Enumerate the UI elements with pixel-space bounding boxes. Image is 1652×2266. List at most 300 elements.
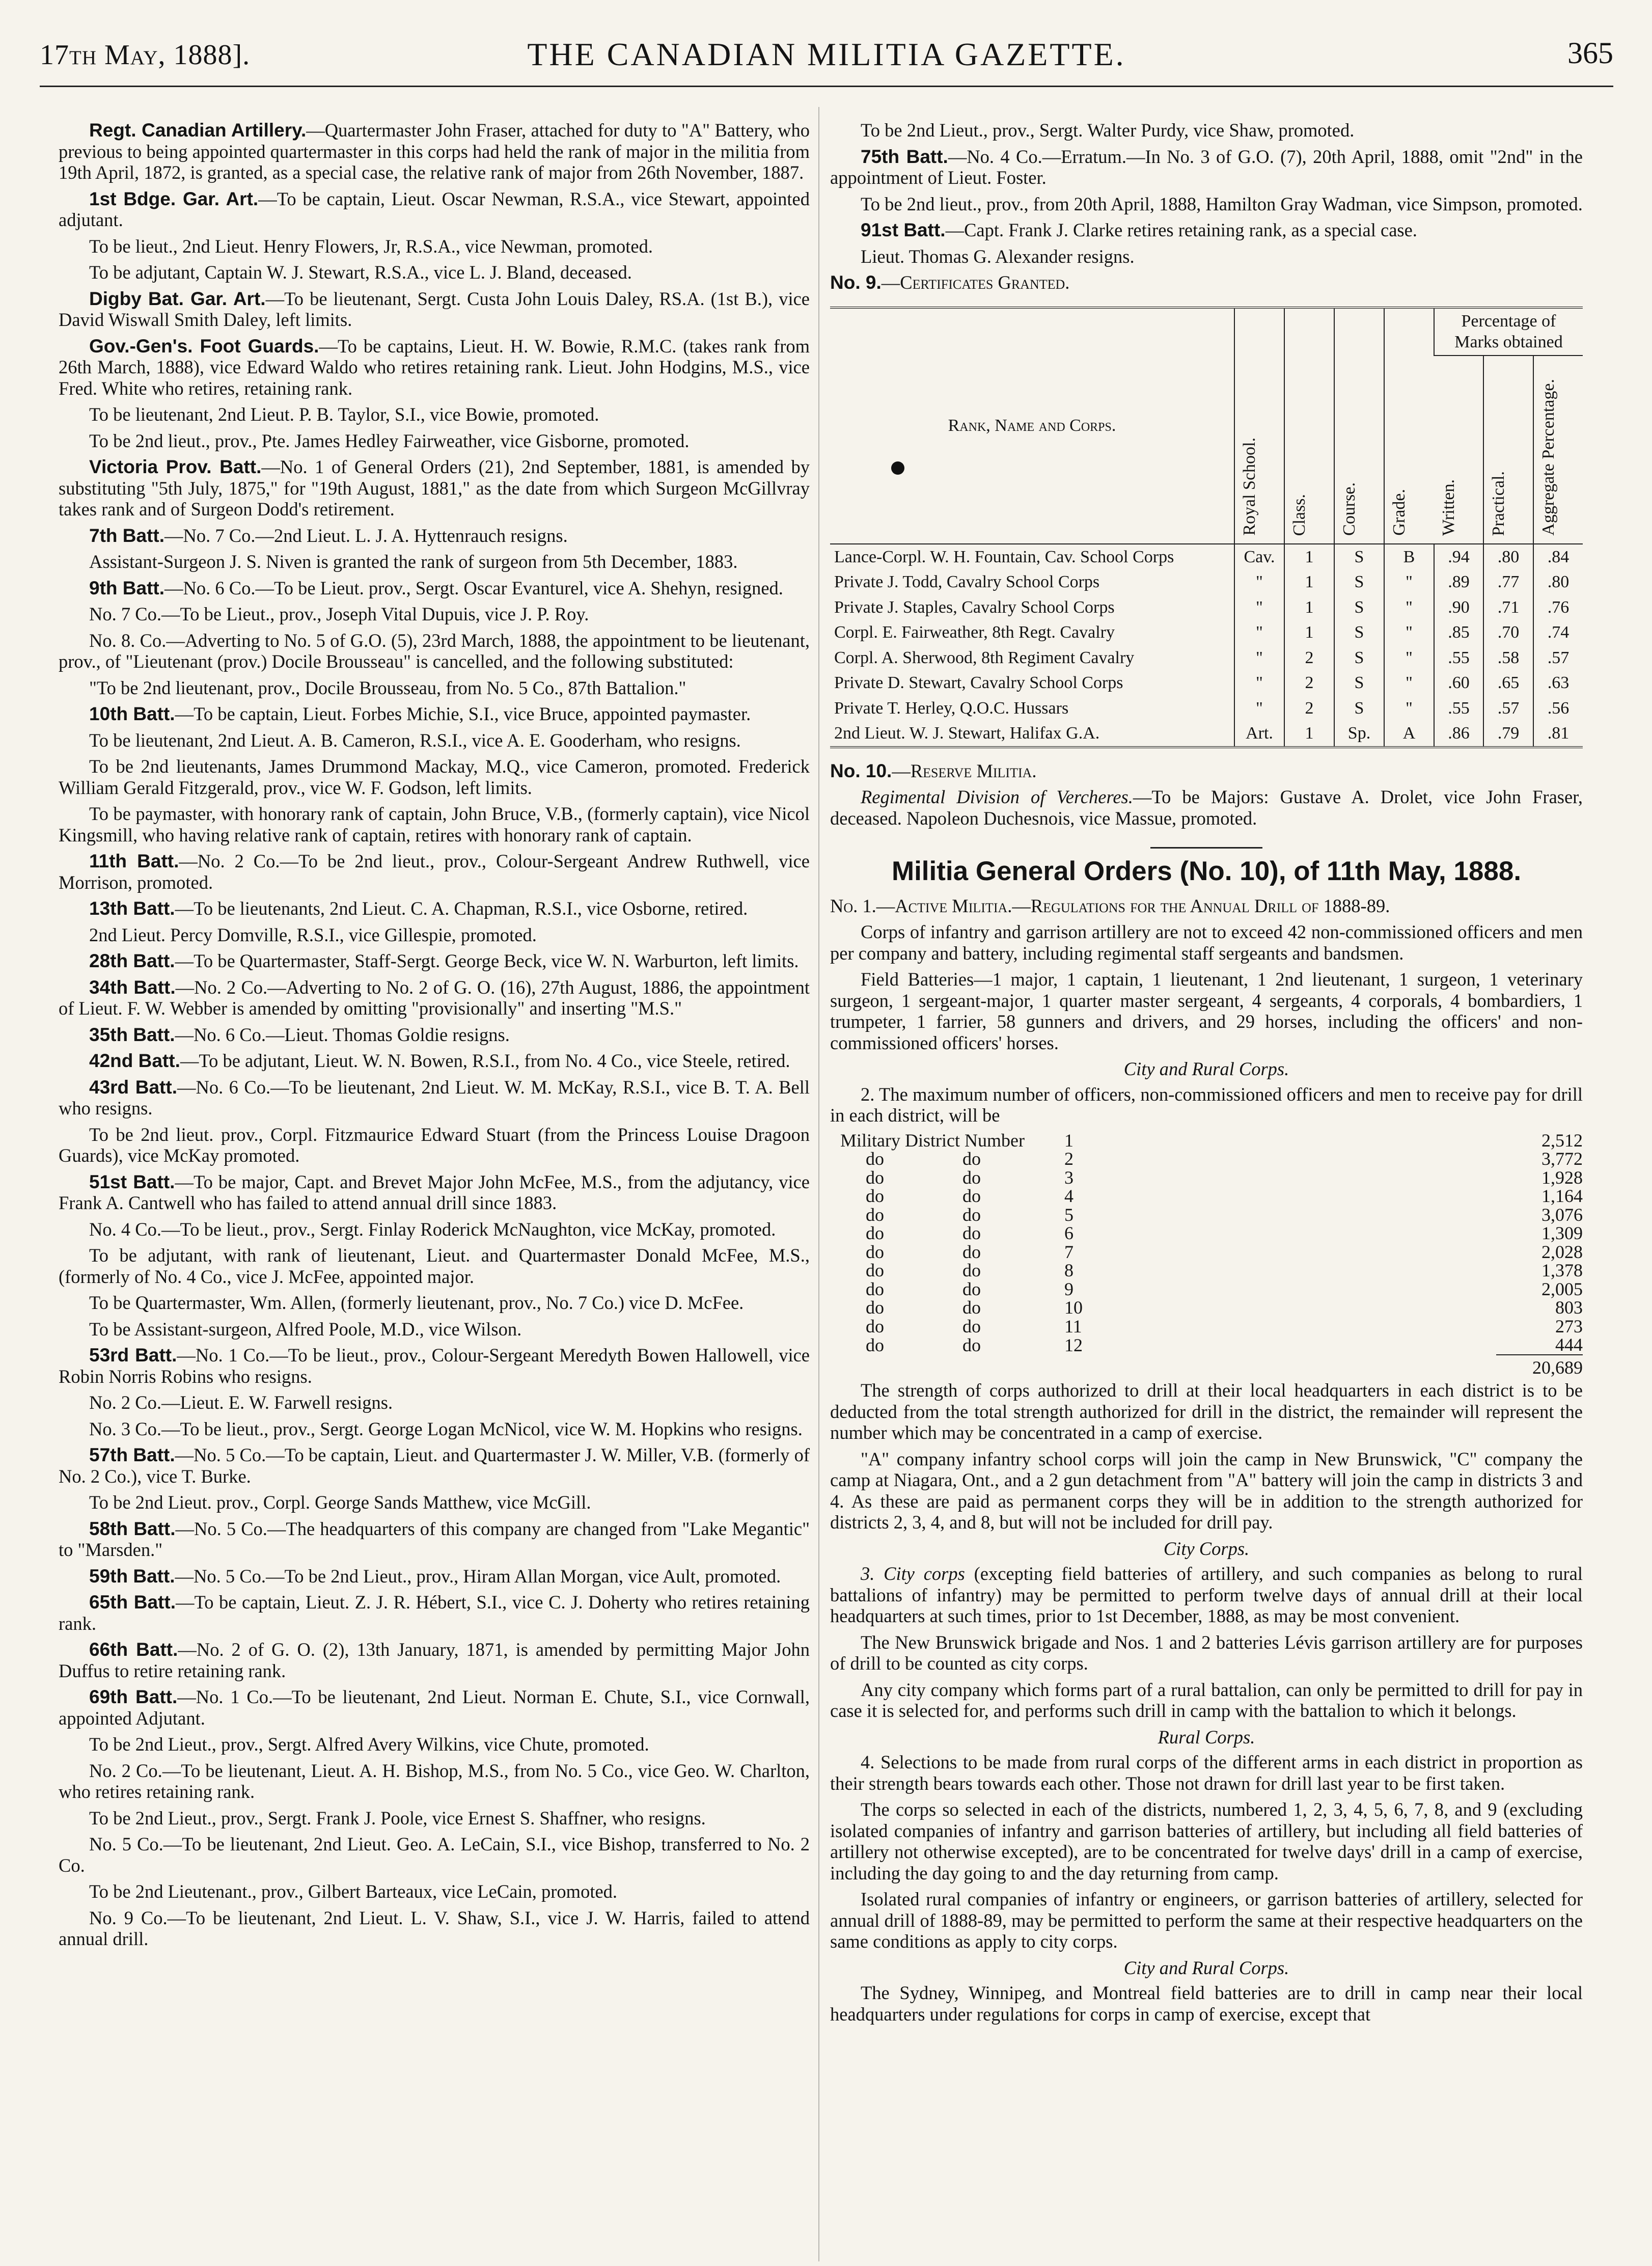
cell-school: " — [1234, 645, 1284, 671]
col-aggregate: Aggregate Percentage. — [1533, 356, 1583, 544]
ditto-mark: do — [962, 1167, 981, 1188]
cell-course: Sp. — [1334, 721, 1384, 747]
col-course: Course. — [1334, 308, 1384, 544]
entry-text: —No. 1 Co.—To be lieutenant, 2nd Lieut. Norman E. Chute, S.I., vice Cornwall, appointed Adjutant. — [59, 1686, 810, 1729]
right-column-appointments — [830, 120, 1583, 267]
entry-text: To be lieutenant, 2nd Lieut. P. B. Taylor, S.I., vice Bowie, promoted. — [89, 404, 599, 425]
cell-practical: .70 — [1483, 620, 1533, 645]
unit-name: 43rd Batt. — [89, 1076, 177, 1098]
order-entry — [59, 851, 810, 893]
ditto-mark: do — [962, 1149, 981, 1169]
cell-aggregate: .81 — [1533, 721, 1583, 747]
entry-text: Assistant-Surgeon J. S. Niven is granted the rank of surgeon from 5th December, 1883. — [89, 551, 738, 572]
unit-name: 7th Batt. — [89, 525, 164, 546]
entry-text: No. 3 Co.—To be lieut., prov., Sergt. George Logan McNicol, vice W. M. Hopkins who resigns. — [89, 1418, 803, 1439]
ditto-mark: do — [866, 1278, 884, 1299]
entry-text: To be adjutant, with rank of lieutenant, Lieut. and Quartermaster Donald McFee, M.S., (formerly of No. 4 Co., vice J. McFee, appointed major. — [59, 1245, 810, 1287]
cell-grade: " — [1384, 645, 1434, 671]
entry-text: To be lieutenant, 2nd Lieut. A. B. Cameron, R.S.I., vice A. E. Gooderham, who resigns. — [89, 729, 741, 751]
ditto-mark: do — [866, 1297, 884, 1318]
cell-aggregate: .63 — [1533, 670, 1583, 696]
cell-aggregate: .74 — [1533, 620, 1583, 645]
cell-grade: " — [1384, 670, 1434, 696]
cell-course: S — [1334, 670, 1384, 696]
order-entry — [59, 977, 810, 1019]
unit-name: 91st Batt. — [861, 220, 946, 240]
cell-practical: .79 — [1483, 721, 1533, 747]
entry-text: —No. 5 Co.—The headquarters of this company are changed from "Lake Megantic" to "Marsden." — [59, 1518, 810, 1560]
col-rank-name-corps: Rank, Name and Corps. — [830, 308, 1234, 544]
entry-text: To be adjutant, Captain W. J. Stewart, R.S.A., vice L. J. Bland, deceased. — [89, 262, 632, 283]
order-entry — [59, 188, 810, 231]
left-column — [59, 120, 810, 1955]
district-number: 12 — [1064, 1334, 1083, 1355]
ink-dot — [891, 461, 904, 475]
district-strength: 1,378 — [1541, 1260, 1583, 1280]
col-percentage-group: Percentage of Marks obtained — [1434, 308, 1583, 356]
order-entry — [59, 430, 810, 452]
entry-text: —No. 6 Co.—To be lieutenant, 2nd Lieut. W. M. McKay, R.S.I., vice B. T. A. Bell who resigns. — [59, 1076, 810, 1118]
district-row — [830, 1298, 1583, 1317]
order-entry — [830, 220, 1583, 241]
district-number: 7 — [1064, 1241, 1073, 1262]
orders-paragraph: Corps of infantry and garrison artillery are not to exceed 42 non-commissioned officers and men per company and battery, including regimental staff sergeants and bandsmen. — [830, 921, 1583, 964]
entry-text: —Quartermaster John Fraser, attached for duty to "A" Battery, who previous to being appointed quartermaster in this corps had held the rank of major in the militia from 19th April, 1872, is granted, as a special case, the relative rank of major from 26th November, 1887. — [59, 120, 810, 183]
cell-course: S — [1334, 544, 1384, 570]
ditto-mark: do — [962, 1223, 981, 1243]
order-entry — [59, 1171, 810, 1214]
district-number: 6 — [1064, 1223, 1073, 1243]
certificate-row — [830, 595, 1583, 620]
cell-course: S — [1334, 696, 1384, 721]
cell-grade: " — [1384, 620, 1434, 645]
orders-paragraph: 2. The maximum number of officers, non-commissioned officers and men to receive pay for drill in each district, will be — [830, 1083, 1583, 1126]
cell-school: " — [1234, 696, 1284, 721]
orders-paragraph: 3. City corps (excepting field batteries of artillery, and such companies as belong to rural battalions of infantry) may be permitted to perform twelve days of annual drill at their local headquarters at such times, prior to 1st December, 1888, as may be most convenient. — [830, 1563, 1583, 1626]
district-table — [830, 1131, 1583, 1377]
cell-class: 2 — [1284, 645, 1334, 671]
entry-text: —To be major, Capt. and Brevet Major John McFee, M.S., from the adjutancy, vice Frank A. Cantwell who has failed to attend annual drill since 1883. — [59, 1171, 810, 1213]
order-entry — [59, 730, 810, 751]
district-number: 9 — [1064, 1278, 1073, 1299]
district-number: 2 — [1064, 1149, 1073, 1169]
entry-text: To be 2nd Lieut., prov., Sergt. Walter Purdy, vice Shaw, promoted. — [861, 120, 1355, 141]
district-row — [830, 1335, 1583, 1355]
district-total: 20,689 — [1496, 1355, 1583, 1377]
orders-paragraph: Field Batteries—1 major, 1 captain, 1 lieutenant, 1 2nd lieutenant, 1 surgeon, 1 veterinary surgeon, 1 sergeant-major, 1 quarter master sergeant, 4 sergeants, 4 corporals, 4 bombardiers, 1 trumpeter, 1 farrier, 58 gunners and drivers, and 29 horses, including the officers' and non-commissioned officers' horses. — [830, 969, 1583, 1053]
district-row — [830, 1187, 1583, 1206]
entry-text: —To be lieutenants, 2nd Lieut. C. A. Chapman, R.S.I., vice Osborne, retired. — [175, 898, 748, 919]
cell-name: Corpl. E. Fairweather, 8th Regt. Cavalry — [834, 623, 1115, 642]
order-entry — [59, 703, 810, 725]
district-number: 5 — [1064, 1204, 1073, 1225]
entry-text: To be 2nd lieut., prov., Pte. James Hedley Fairweather, vice Gisborne, promoted. — [89, 430, 690, 451]
cell-aggregate: .80 — [1533, 569, 1583, 595]
cell-school: " — [1234, 595, 1284, 620]
order-entry — [59, 336, 810, 399]
unit-name: 10th Batt. — [89, 703, 175, 724]
entry-text: To be lieut., 2nd Lieut. Henry Flowers, Jr, R.S.A., vice Newman, promoted. — [89, 235, 653, 257]
cell-written: .55 — [1434, 645, 1483, 671]
district-row — [830, 1224, 1583, 1243]
cell-written: .55 — [1434, 696, 1483, 721]
entry-text: —No. 1 of General Orders (21), 2nd September, 1881, is amended by substituting "5th July, 1875," for "19th August, 1881," as the date from which Surgeon McGillvray takes rank and of Surgeon Dodd's retirement. — [59, 456, 810, 520]
order-entry — [59, 1907, 810, 1950]
unit-name: 34th Batt. — [89, 976, 176, 998]
district-strength: 444 — [1555, 1334, 1583, 1355]
cell-name: Corpl. A. Sherwood, 8th Regiment Cavalry — [834, 648, 1135, 667]
ditto-mark: do — [866, 1334, 884, 1355]
unit-name: Regt. Canadian Artillery. — [89, 120, 307, 141]
entry-text: —No. 6 Co.—To be Lieut. prov., Sergt. Oscar Evanturel, vice A. Shehyn, resigned. — [164, 577, 783, 598]
ditto-mark: do — [866, 1204, 884, 1225]
entry-text: —To be captain, Lieut. Z. J. R. Hébert, S.I., vice C. J. Doherty who retires retaining rank. — [59, 1592, 810, 1634]
district-number: 11 — [1064, 1316, 1082, 1336]
order-entry — [830, 146, 1583, 188]
entry-text: —No. 5 Co.—To be 2nd Lieut., prov., Hiram Allan Morgan, vice Ault, promoted. — [175, 1565, 781, 1587]
cell-course: S — [1334, 569, 1384, 595]
order-entry — [59, 677, 810, 699]
district-strength: 803 — [1555, 1297, 1583, 1318]
cell-school: " — [1234, 620, 1284, 645]
right-column — [830, 120, 1583, 2030]
ditto-mark: do — [866, 1260, 884, 1280]
entry-text: No. 2 Co.—Lieut. E. W. Farwell resigns. — [89, 1392, 393, 1413]
order-entry — [59, 1808, 810, 1829]
orders-paragraph: The corps so selected in each of the districts, numbered 1, 2, 3, 4, 5, 6, 7, 8, and 9 (excluding isolated companies of infantry and garrison batteries of artillery, but including all field batteries of artillery not otherwise excepted), are to be concentrated for twelve days' drill in a camp of exercise, including the day going to and the day returning from camp. — [830, 1799, 1583, 1883]
entry-text: No. 5 Co.—To be lieutenant, 2nd Lieut. Geo. A. LeCain, S.I., vice Bishop, transferred to No. 2 Co. — [59, 1834, 810, 1876]
orders-title: Militia General Orders (No. 10), of 11th May, 1888. — [891, 856, 1522, 886]
ditto-mark: do — [866, 1186, 884, 1206]
ditto-mark: do — [962, 1278, 981, 1299]
district-strength: 1,164 — [1541, 1186, 1583, 1206]
order-entry — [59, 262, 810, 283]
cell-written: .60 — [1434, 670, 1483, 696]
cell-class: 1 — [1284, 544, 1334, 570]
entry-text: To be 2nd lieutenants, James Drummond Mackay, M.Q., vice Cameron, promoted. Frederick William Gerald Fitzgerald, prov., vice W. F. Godson, left limits. — [59, 756, 810, 798]
entry-text: —Capt. Frank J. Clarke retires retaining rank, as a special case. — [945, 220, 1417, 240]
entry-text: To be 2nd lieut. prov., Corpl. Fitzmaurice Edward Stuart (from the Princess Louise Dragoon Guards), vice McKay promoted. — [59, 1124, 810, 1166]
ditto-mark: do — [962, 1316, 981, 1336]
entry-text: To be paymaster, with honorary rank of captain, John Bruce, V.B., (formerly captain), vice Nicol Kingsmill, who having relative rank of captain, retires with honorary rank of captain. — [59, 803, 810, 845]
cell-class: 1 — [1284, 569, 1334, 595]
unit-name: 58th Batt. — [89, 1518, 176, 1539]
order-entry — [59, 1418, 810, 1440]
order-entry — [59, 404, 810, 425]
district-row — [830, 1243, 1583, 1262]
order-entry — [59, 1319, 810, 1340]
unit-name: 53rd Batt. — [89, 1345, 177, 1366]
cell-written: .85 — [1434, 620, 1483, 645]
col-royal-school: Royal School. — [1234, 308, 1284, 544]
cell-name: 2nd Lieut. W. J. Stewart, Halifax G.A. — [834, 724, 1100, 743]
order-entry — [59, 1345, 810, 1387]
unit-name: 13th Batt. — [89, 898, 175, 919]
district-number: 10 — [1064, 1297, 1083, 1318]
gazette-title: THE CANADIAN MILITIA GAZETTE. — [527, 36, 1126, 72]
order-entry — [830, 120, 1583, 141]
entry-text: —To be lieutenant, Sergt. Custa John Louis Daley, RS.A. (1st B.), vice David Wiswall Smith Daley, left limits. — [59, 288, 810, 330]
section-rule — [1150, 847, 1262, 849]
cell-grade: A — [1384, 721, 1434, 747]
order-entry — [59, 1760, 810, 1803]
order-entry — [59, 288, 810, 331]
entry-text: To be Quartermaster, Wm. Allen, (formerly lieutenant, prov., No. 7 Co.) vice D. McFee. — [89, 1292, 744, 1313]
order-entry — [59, 1392, 810, 1413]
orders-heading: No. 1.—Active Militia.—Regulations for the Annual Drill of 1888-89. — [830, 895, 1390, 916]
order-entry — [59, 1050, 810, 1072]
cell-name: Private J. Staples, Cavalry School Corps — [834, 597, 1115, 617]
order-entry — [59, 950, 810, 972]
certificate-row — [830, 569, 1583, 595]
cell-school: Cav. — [1234, 544, 1284, 570]
order-entry — [59, 1077, 810, 1119]
cell-class: 1 — [1284, 721, 1334, 747]
district-strength: 2,005 — [1541, 1278, 1583, 1299]
issue-date: 17th May, 1888]. — [40, 39, 251, 71]
ditto-mark: do — [962, 1297, 981, 1318]
unit-name: 59th Batt. — [89, 1565, 175, 1587]
cell-grade: " — [1384, 696, 1434, 721]
district-row — [830, 1150, 1583, 1168]
entry-text: To be 2nd Lieut., prov., Sergt. Frank J. Poole, vice Ernest S. Shaffner, who resigns. — [89, 1807, 706, 1828]
district-strength: 1,928 — [1541, 1167, 1583, 1188]
cell-practical: .71 — [1483, 595, 1533, 620]
cell-school: " — [1234, 569, 1284, 595]
unit-name: Victoria Prov. Batt. — [89, 456, 262, 477]
cell-practical: .80 — [1483, 544, 1533, 570]
ditto-mark: do — [866, 1241, 884, 1262]
unit-name: 9th Batt. — [89, 577, 164, 598]
entry-text: —To be adjutant, Lieut. W. N. Bowen, R.S.I., from No. 4 Co., vice Steele, retired. — [180, 1050, 790, 1071]
entry-text: —No. 1 Co.—To be lieut., prov., Colour-Sergeant Meredyth Bowen Hallowell, vice Robin Norris Robins who resigns. — [59, 1345, 810, 1387]
district-row — [830, 1131, 1583, 1150]
order-entry — [830, 246, 1583, 267]
order-entry — [59, 456, 810, 520]
order-entry — [59, 630, 810, 672]
ditto-mark: do — [962, 1334, 981, 1355]
district-strength: 2,028 — [1541, 1241, 1583, 1262]
cell-aggregate: .84 — [1533, 544, 1583, 570]
cell-school: Art. — [1234, 721, 1284, 747]
district-strength: 2,512 — [1541, 1130, 1583, 1151]
entry-text: No. 2 Co.—To be lieutenant, Lieut. A. H. Bishop, M.S., from No. 5 Co., vice Geo. W. Charlton, who retires retaining rank. — [59, 1760, 810, 1802]
cell-course: S — [1334, 645, 1384, 671]
entry-text: "To be 2nd lieutenant, prov., Docile Brousseau, from No. 5 Co., 87th Battalion." — [89, 677, 686, 698]
entry-text: —No. 2 Co.—To be 2nd lieut., prov., Colour-Sergeant Andrew Ruthwell, vice Morrison, promoted. — [59, 851, 810, 893]
ditto-mark: do — [962, 1241, 981, 1262]
district-total-row — [830, 1355, 1583, 1377]
orders-paragraph: Isolated rural companies of infantry or engineers, or garrison batteries of artillery, selected for annual drill of 1888-89, may be permitted to perform the same at their respective headquarters on the same conditions as apply to city corps. — [830, 1889, 1583, 1952]
cell-practical: .77 — [1483, 569, 1533, 595]
unit-name: 51st Batt. — [89, 1171, 175, 1192]
entry-text: To be 2nd Lieut. prov., Corpl. George Sands Matthew, vice McGill. — [89, 1492, 591, 1513]
cell-school: " — [1234, 670, 1284, 696]
entry-text: —No. 2 of G. O. (2), 13th January, 1871, is amended by permitting Major John Duffus to retire retaining rank. — [59, 1639, 810, 1681]
unit-name: 65th Batt. — [89, 1592, 176, 1613]
entry-text: —To be captain, Lieut. Forbes Michie, S.I., vice Bruce, appointed paymaster. — [175, 703, 751, 724]
order-entry — [59, 1592, 810, 1634]
cell-course: S — [1334, 595, 1384, 620]
unit-name: 28th Batt. — [89, 950, 175, 971]
order-entry — [59, 1518, 810, 1561]
entry-text: No. 8. Co.—Adverting to No. 5 of G.O. (5), 23rd March, 1888, the appointment to be lieutenant, prov., of "Lieutenant (prov.) Docile Brousseau" is cancelled, and the following substituted: — [59, 630, 810, 672]
entry-text: No. 7 Co.—To be Lieut., prov., Joseph Vital Dupuis, vice J. P. Roy. — [89, 604, 589, 624]
order-entry — [59, 1124, 810, 1166]
entry-text: —No. 4 Co.—Erratum.—In No. 3 of G.O. (7), 20th April, 1888, omit "2nd" in the appointment of Lieut. Foster. — [830, 146, 1583, 188]
district-number: 1 — [1064, 1130, 1073, 1151]
order-entry — [830, 194, 1583, 215]
orders-paragraph: The New Brunswick brigade and Nos. 1 and 2 batteries Lévis garrison artillery are for purposes of drill to be counted as city corps. — [830, 1631, 1583, 1674]
ditto-mark: do — [866, 1167, 884, 1188]
entry-text: —To be Quartermaster, Staff-Sergt. George Beck, vice W. N. Warburton, left limits. — [175, 950, 799, 971]
district-number: 8 — [1064, 1260, 1073, 1280]
order-entry — [59, 551, 810, 572]
order-entry — [59, 1024, 810, 1046]
orders-paragraph: Any city company which forms part of a rural battalion, can only be permitted to drill for pay in case it is selected for, and performs such drill in camp with the battalion to which it belongs. — [830, 1679, 1583, 1721]
order-entry — [59, 525, 810, 547]
order-entry — [59, 236, 810, 257]
order-entry — [59, 1734, 810, 1755]
cell-class: 2 — [1284, 670, 1334, 696]
order-entry — [59, 1492, 810, 1513]
cell-name: Private D. Stewart, Cavalry School Corps — [834, 673, 1123, 692]
ditto-mark: do — [962, 1204, 981, 1225]
entry-text: —To be captain, Lieut. Oscar Newman, R.S.A., vice Stewart, appointed adjutant. — [59, 188, 810, 230]
cell-written: .86 — [1434, 721, 1483, 747]
entry-text: To be 2nd Lieut., prov., Sergt. Alfred Avery Wilkins, vice Chute, promoted. — [89, 1734, 649, 1755]
cell-practical: .58 — [1483, 645, 1533, 671]
certificate-row — [830, 544, 1583, 570]
entry-text: —To be captains, Lieut. H. W. Bowie, R.M.C. (takes rank from 26th March, 1888), vice Edward Waldo who retires retaining rank. Lieut. John Hodgins, M.S., vice Fred. White who retires, retaining rank. — [59, 335, 810, 399]
unit-name: Digby Bat. Gar. Art. — [89, 288, 266, 309]
ditto-mark: do — [962, 1186, 981, 1206]
district-strength: 1,309 — [1541, 1223, 1583, 1243]
subheading: City and Rural Corps. — [1123, 1058, 1289, 1079]
district-row — [830, 1206, 1583, 1224]
ditto-mark: do — [866, 1149, 884, 1169]
entry-text: —No. 5 Co.—To be captain, Lieut. and Quartermaster J. W. Miller, V.B. (formerly of No. 2 Co.), vice T. Burke. — [59, 1444, 810, 1487]
district-row — [830, 1280, 1583, 1299]
unit-name: Gov.-Gen's. Foot Guards. — [89, 335, 319, 357]
order-entry — [59, 1566, 810, 1587]
cell-grade: " — [1384, 595, 1434, 620]
cell-name: Lance-Corpl. W. H. Fountain, Cav. School Corps — [834, 547, 1174, 566]
col-class: Class. — [1284, 308, 1334, 544]
column-divider — [818, 107, 819, 2261]
unit-name: 75th Batt. — [861, 146, 948, 167]
district-row — [830, 1261, 1583, 1280]
order-entry — [59, 898, 810, 919]
ditto-mark: do — [866, 1223, 884, 1243]
order-entry — [59, 1292, 810, 1314]
order-entry — [59, 1245, 810, 1287]
cell-grade: " — [1384, 569, 1434, 595]
unit-name: 42nd Batt. — [89, 1050, 180, 1071]
cell-written: .89 — [1434, 569, 1483, 595]
district-strength: 3,772 — [1541, 1149, 1583, 1169]
unit-name: 35th Batt. — [89, 1024, 175, 1045]
certificate-row — [830, 670, 1583, 696]
unit-name: 69th Batt. — [89, 1686, 178, 1707]
cell-name: Private T. Herley, Q.O.C. Hussars — [834, 698, 1069, 718]
cell-class: 2 — [1284, 696, 1334, 721]
entry-text: Lieut. Thomas G. Alexander resigns. — [861, 245, 1135, 267]
entry-text: —No. 6 Co.—Lieut. Thomas Goldie resigns. — [175, 1024, 510, 1045]
cell-aggregate: .56 — [1533, 696, 1583, 721]
order-entry — [59, 756, 810, 798]
orders-paragraph: 4. Selections to be made from rural corps of the different arms in each district in proportion as their strength bears towards each other. Those not drawn for drill last year to be first taken. — [830, 1752, 1583, 1794]
reserve-heading: No. 10.—Reserve Militia. — [830, 760, 1037, 781]
order-entry — [59, 803, 810, 845]
cell-name: Private J. Todd, Cavalry School Corps — [834, 572, 1100, 591]
cell-aggregate: .57 — [1533, 645, 1583, 671]
entry-text: No. 9 Co.—To be lieutenant, 2nd Lieut. L. V. Shaw, S.I., vice J. W. Harris, failed to attend annual drill. — [59, 1907, 810, 1949]
certificates-table — [830, 307, 1583, 748]
cell-class: 1 — [1284, 620, 1334, 645]
entry-text: To be 2nd lieut., prov., from 20th April, 1888, Hamilton Gray Wadman, vice Simpson, promoted. — [861, 193, 1583, 214]
subheading: City Corps. — [1163, 1538, 1250, 1559]
cell-aggregate: .76 — [1533, 595, 1583, 620]
cell-practical: .65 — [1483, 670, 1533, 696]
subheading: City and Rural Corps. — [1123, 1957, 1289, 1978]
cell-written: .90 — [1434, 595, 1483, 620]
order-entry — [59, 604, 810, 625]
unit-name: 66th Batt. — [89, 1639, 178, 1660]
certificate-row — [830, 645, 1583, 671]
ditto-mark: do — [962, 1260, 981, 1280]
cell-written: .94 — [1434, 544, 1483, 570]
page-header — [40, 24, 1613, 87]
orders-paragraph: "A" company infantry school corps will join the camp in New Brunswick, "C" company the camp at Niagara, Ont., and a 2 gun detachment from "A" battery will join the camp in districts 3 and 4. As these are paid as permanent corps they will be in addition to the strength authorized for districts 2, 3, 4, and 8, but will not be included for drill pay. — [830, 1448, 1583, 1533]
entry-text: To be Assistant-surgeon, Alfred Poole, M.D., vice Wilson. — [89, 1318, 522, 1340]
district-row — [830, 1317, 1583, 1336]
district-number: 4 — [1064, 1186, 1073, 1206]
ditto-mark: do — [866, 1316, 884, 1336]
col-written: Written. — [1434, 356, 1483, 544]
order-entry — [59, 1834, 810, 1876]
certificates-heading: No. 9.—Certificates Granted. — [830, 272, 1070, 293]
order-entry — [59, 1686, 810, 1729]
certificate-row — [830, 696, 1583, 721]
cell-grade: B — [1384, 544, 1434, 570]
certificate-row — [830, 620, 1583, 645]
unit-name: 57th Batt. — [89, 1444, 175, 1465]
entry-text: To be 2nd Lieutenant., prov., Gilbert Barteaux, vice LeCain, promoted. — [89, 1881, 618, 1902]
col-practical: Practical. — [1483, 356, 1533, 544]
unit-name: 11th Batt. — [89, 851, 179, 871]
order-entry — [59, 1219, 810, 1240]
district-row — [830, 1168, 1583, 1187]
col-grade: Grade. — [1384, 308, 1434, 544]
order-entry — [59, 924, 810, 946]
district-strength: 3,076 — [1541, 1204, 1583, 1225]
order-entry — [59, 1639, 810, 1681]
orders-paragraph: The Sydney, Winnipeg, and Montreal field batteries are to drill in camp near their local headquarters under regulations for corps in camp of exercise, except that — [830, 1982, 1583, 2025]
cell-course: S — [1334, 620, 1384, 645]
entry-text: 2nd Lieut. Percy Domville, R.S.I., vice Gillespie, promoted. — [89, 924, 537, 945]
entry-text: —No. 7 Co.—2nd Lieut. L. J. A. Hyttenrauch resigns. — [164, 525, 568, 546]
reserve-paragraph: Regimental Division of Vercheres.—To be Majors: Gustave A. Drolet, vice John Fraser, deceased. Napoleon Duchesnois, vice Massue, promoted. — [830, 786, 1583, 829]
order-entry — [59, 1881, 810, 1902]
orders-paragraph: The strength of corps authorized to drill at their local headquarters in each district is to be deducted from the total strength authorized for drill in the district, the remainder will represent the number which may be concentrated in a camp of exercise. — [830, 1380, 1583, 1443]
order-entry — [59, 578, 810, 599]
entry-text: —No. 2 Co.—Adverting to No. 2 of G. O. (16), 27th August, 1886, the appointment of Lieut. F. W. Webber is amended by omitting "provisionally" and inserting "M.S." — [59, 976, 810, 1019]
order-entry — [59, 1444, 810, 1487]
unit-name: 1st Bdge. Gar. Art. — [89, 188, 259, 209]
district-number: 3 — [1064, 1167, 1073, 1188]
district-strength: 273 — [1555, 1316, 1583, 1336]
